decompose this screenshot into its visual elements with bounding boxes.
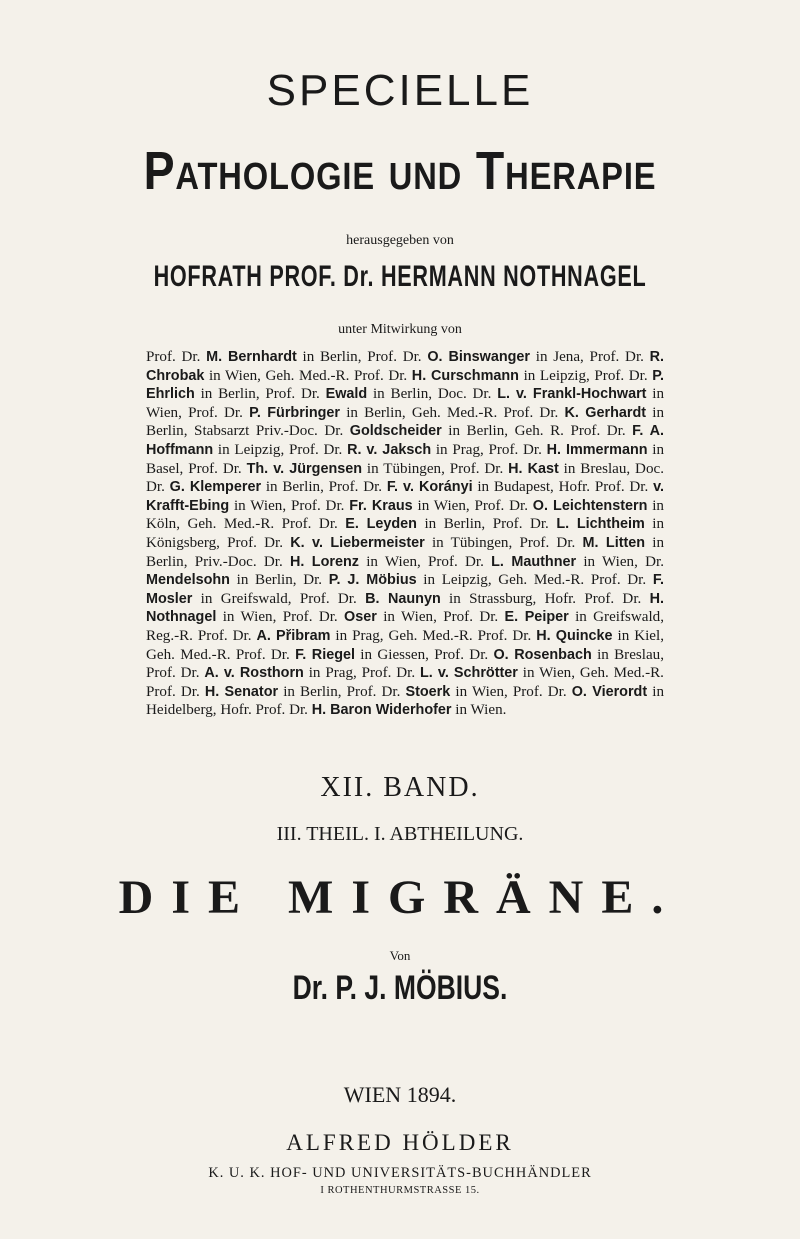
contributor-title: Prof. Dr. xyxy=(488,441,547,458)
volume-band: XII. BAND. xyxy=(320,772,480,803)
contributor-place: in Berlin, xyxy=(146,534,665,570)
contributor-title: Geh. Med.-R. Prof. Dr. xyxy=(498,572,653,589)
contributor-name: H. Senator xyxy=(204,683,279,700)
contributor-title: Prof. Dr. xyxy=(265,386,326,403)
contributor-place: in Tübingen, xyxy=(362,460,450,477)
contributor-place: in Wien, xyxy=(376,609,444,626)
contributor-name: O. Vierordt xyxy=(571,683,648,700)
contributor-place: in Greifswald, xyxy=(568,609,664,626)
contributor-place: in Königsberg, xyxy=(146,516,665,551)
contributor-title: Hofr. Prof. Dr. xyxy=(558,479,654,496)
contributor-entry xyxy=(303,572,498,588)
contributor-place: in Berlin, xyxy=(296,349,368,365)
contributor-title: Stabsarzt Priv.-Doc. Dr. xyxy=(194,423,350,440)
contributor-title: Hofr. Prof. Dr. xyxy=(544,590,650,607)
contributor-place: in Wien, xyxy=(412,497,475,514)
series-title-line2: Pathologie und Therapie xyxy=(143,141,657,201)
contributor-title: Doc. Dr. xyxy=(146,460,664,496)
contributor-entry xyxy=(265,386,437,402)
contributor-place: in Wien, xyxy=(216,609,283,626)
contributor-name: R. Chrobak xyxy=(146,349,665,384)
contributor-entry xyxy=(329,479,559,495)
contributor-title: Prof. Dr. xyxy=(188,404,250,421)
contributor-title: Prof. Dr. xyxy=(512,683,572,700)
contributor-place: in Basel, xyxy=(146,441,665,477)
contributor-place: in Wien, xyxy=(450,683,513,700)
imprint-place-year: WIEN 1894. xyxy=(343,1082,457,1107)
contributor-place: in Prag, xyxy=(303,665,362,682)
contributor-title: Prof. Dr. xyxy=(146,665,205,682)
contributor-entry xyxy=(291,498,475,514)
series-title-line1: SPECIELLE xyxy=(266,66,534,115)
contributor-title: Prof. Dr. xyxy=(449,460,509,477)
contributor-entry xyxy=(428,554,645,570)
contributor-name: H. Immermann xyxy=(546,441,648,458)
collaborators-intro: unter Mitwirkung von xyxy=(338,322,462,337)
contributor-place: in Giessen, xyxy=(355,646,435,663)
contributor-place: in Wien, xyxy=(358,553,428,570)
contributor-title: Prof. Dr. xyxy=(328,479,387,496)
contributor-entry xyxy=(146,647,434,663)
contributor-place: in Wien. xyxy=(451,702,507,719)
contributor-name: L. Lichtheim xyxy=(556,516,645,533)
contributor-place: in Berlin, xyxy=(229,572,304,589)
contributor-name: Mendelsohn xyxy=(146,572,230,589)
contributor-entry xyxy=(367,349,589,365)
contributor-place: in Wien, xyxy=(517,665,580,682)
contributor-title: Dr. xyxy=(645,553,664,570)
contributor-place: in Breslau, xyxy=(558,460,636,477)
contributor-name: F. Mosler xyxy=(146,572,665,607)
contributor-name: P. J. Möbius xyxy=(328,572,417,589)
contributor-name: M. Litten xyxy=(582,534,646,551)
contributor-place: in Prag, xyxy=(431,441,489,458)
contributor-place: in Leipzig, xyxy=(213,441,289,458)
contributor-place: in Berlin, xyxy=(340,404,412,421)
contributor-title: Geh. Med.-R. Prof. Dr. xyxy=(388,627,537,644)
contributor-name: M. Bernhardt xyxy=(206,349,297,365)
contributor-title: Prof. Dr. xyxy=(146,349,207,365)
contributor-entry xyxy=(300,591,545,607)
imprint-address: I ROTHENTHURMSTRASSE 15. xyxy=(320,1185,480,1196)
contributor-title: Prof. Dr. xyxy=(594,367,653,384)
contributor-title: Prof. Dr. xyxy=(188,460,247,477)
contributor-entry xyxy=(146,349,367,365)
contributor-name: K. Gerhardt xyxy=(564,404,647,421)
contributor-name: Goldscheider xyxy=(349,423,442,440)
contributor-name: F. Riegel xyxy=(295,646,355,663)
contributor-place: in Budapest, xyxy=(472,479,559,496)
contributors-list xyxy=(146,348,664,720)
contributor-title: Prof. Dr. xyxy=(519,534,583,551)
contributor-title: Prof. Dr. xyxy=(492,516,557,533)
contributor-title: Geh. Med.-R. Prof. Dr. xyxy=(411,404,565,421)
editor-intro: herausgegeben von xyxy=(346,233,454,248)
contributor-place: in Kiel, xyxy=(612,627,664,644)
contributor-place: in Wien, xyxy=(229,497,291,514)
contributor-place: in Leipzig, xyxy=(518,367,595,384)
contributor-entry xyxy=(194,423,515,439)
contributor-title: Geh. Med.-R. Prof. Dr. xyxy=(187,516,346,533)
contributor-place: in Berlin, xyxy=(146,404,665,440)
contributor-place: in Leipzig, xyxy=(416,572,499,589)
contributor-entry xyxy=(389,628,664,644)
contributor-title: Prof. Dr. xyxy=(434,646,494,663)
contributor-name: H. Curschmann xyxy=(411,367,519,384)
contributor-entry xyxy=(347,684,513,700)
contributor-name: O. Leichtenstern xyxy=(532,497,648,514)
contributor-name: Ewald xyxy=(325,386,368,403)
contributor-title: Prof. Dr. xyxy=(428,553,492,570)
contributor-name: O. Rosenbach xyxy=(493,646,592,663)
contributor-name: G. Klemperer xyxy=(169,479,262,496)
contributor-name: E. Leyden xyxy=(345,516,417,533)
contributor-place: in Wien, xyxy=(146,386,665,421)
contributor-name: F. A. Hoffmann xyxy=(146,423,664,458)
contributor-title: Prof. Dr. xyxy=(346,683,406,700)
imprint-publisher: ALFRED HÖLDER xyxy=(286,1130,514,1155)
contributor-title: Prof. Dr. xyxy=(290,497,350,514)
contributor-place: in Berlin, xyxy=(416,516,493,533)
contributor-name: H. Lorenz xyxy=(289,553,359,570)
contributor-place: in Berlin, xyxy=(278,683,347,700)
contributor-title: Priv.-Doc. Dr. xyxy=(194,553,290,570)
contributor-name: H. Nothnagel xyxy=(146,590,664,626)
contributor-name: H. Kast xyxy=(508,460,559,477)
contributor-name: Th. v. Jürgensen xyxy=(246,460,363,477)
contributor-name: O. Binswanger xyxy=(427,349,531,365)
contributor-entry xyxy=(187,516,492,532)
contributor-name: H. Quincke xyxy=(536,627,613,644)
contributor-name: P. Fürbringer xyxy=(249,404,341,421)
editor-name: HOFRATH PROF. Dr. HERMANN NOTHNAGEL xyxy=(153,260,647,293)
contributor-name: F. v. Korányi xyxy=(386,479,473,496)
contributor-entry xyxy=(146,628,389,644)
contributor-name: B. Naunyn xyxy=(365,590,441,607)
contributor-place: in Berlin, xyxy=(367,386,438,403)
contributor-title: Geh. Med.-R. Prof. Dr. xyxy=(265,367,412,384)
contributor-entry xyxy=(195,554,428,570)
contributor-entry xyxy=(266,368,595,384)
contributor-name: P. Ehrlich xyxy=(146,367,664,403)
contributor-name: Oser xyxy=(344,609,377,626)
volume-theil: III. THEIL. I. ABTHEILUNG. xyxy=(276,823,524,845)
contributor-entry xyxy=(146,665,362,681)
contributor-entry xyxy=(289,442,489,458)
contributor-place: in Berlin, xyxy=(441,423,515,440)
contributor-name: Stoerk xyxy=(405,683,451,700)
contributor-title: Prof. Dr. xyxy=(443,609,505,626)
contributor-title: Prof. Dr. xyxy=(361,665,421,682)
contributor-place: in Wien, xyxy=(576,553,646,570)
contributor-title: Dr. xyxy=(303,572,329,589)
contributor-title: Prof. Dr. xyxy=(282,609,345,626)
contributor-place: in Wien, xyxy=(204,367,266,384)
contributor-entry xyxy=(220,702,506,718)
contributor-place: in Jena, xyxy=(530,349,590,365)
contributor-place: in Greifswald, xyxy=(192,590,300,607)
contributor-name: A. Přibram xyxy=(256,627,331,644)
contributor-title: Prof. Dr. xyxy=(299,590,366,607)
contributor-title: Geh. Med.-R. Prof. Dr. xyxy=(146,665,664,700)
contributor-place: in Köln, xyxy=(146,497,664,533)
work-title: DIE MIGRÄNE. xyxy=(118,871,682,924)
contributor-title: Prof. Dr. xyxy=(474,497,533,514)
contributor-name: A. v. Rosthorn xyxy=(204,665,304,682)
contributor-place: in Prag, xyxy=(330,627,389,644)
contributor-entry xyxy=(434,647,664,663)
contributor-entry xyxy=(362,665,580,681)
contributor-name: K. v. Liebermeister xyxy=(290,534,425,551)
contributor-entry xyxy=(188,405,412,421)
contributor-place: in Heidelberg, xyxy=(146,683,664,719)
contributor-name: R. v. Jaksch xyxy=(347,441,432,458)
contributor-name: Fr. Kraus xyxy=(349,497,413,514)
contributor-name: L. Mauthner xyxy=(491,553,577,570)
contributor-title: Prof. Dr. xyxy=(589,349,650,365)
contributor-entry xyxy=(283,609,444,625)
contributor-name: H. Baron Widerhofer xyxy=(311,702,452,719)
contributor-title: Hofr. Prof. Dr. xyxy=(220,702,312,719)
contributor-place: in Breslau, xyxy=(591,646,664,663)
contributor-name: L. v. Schrötter xyxy=(420,665,518,682)
contributor-entry xyxy=(188,461,450,477)
contributor-title: Prof. Dr. xyxy=(288,441,348,458)
contributor-title: Geh. R. Prof. Dr. xyxy=(514,423,633,440)
contributor-name: L. v. Frankl-Hochwart xyxy=(497,386,647,403)
work-author: Dr. P. J. MÖBIUS. xyxy=(292,969,508,1007)
contributor-title: Geh. Med.-R. Prof. Dr. xyxy=(146,646,296,663)
work-von: Von xyxy=(389,948,411,963)
contributor-place: in Berlin, xyxy=(261,479,329,496)
contributor-place: in Berlin, xyxy=(194,386,266,403)
contributor-title: Prof. Dr. xyxy=(367,349,428,365)
contributor-title: Reg.-R. Prof. Dr. xyxy=(146,627,257,644)
contributor-name: v. Krafft-Ebing xyxy=(146,479,664,514)
contributor-title: Doc. Dr. xyxy=(437,386,498,403)
contributor-name: E. Peiper xyxy=(504,609,569,626)
contributor-title: Prof. Dr. xyxy=(227,534,291,551)
contributor-entry xyxy=(227,535,519,551)
imprint-publisher-desc: K. U. K. HOF- UND UNIVERSITÄTS-BUCHHÄNDLER xyxy=(208,1165,592,1181)
contributor-place: in Tübingen, xyxy=(424,534,520,551)
contributor-place: in Strassburg, xyxy=(440,590,545,607)
contributor-entry xyxy=(450,461,635,477)
contributor-entry xyxy=(443,609,664,625)
